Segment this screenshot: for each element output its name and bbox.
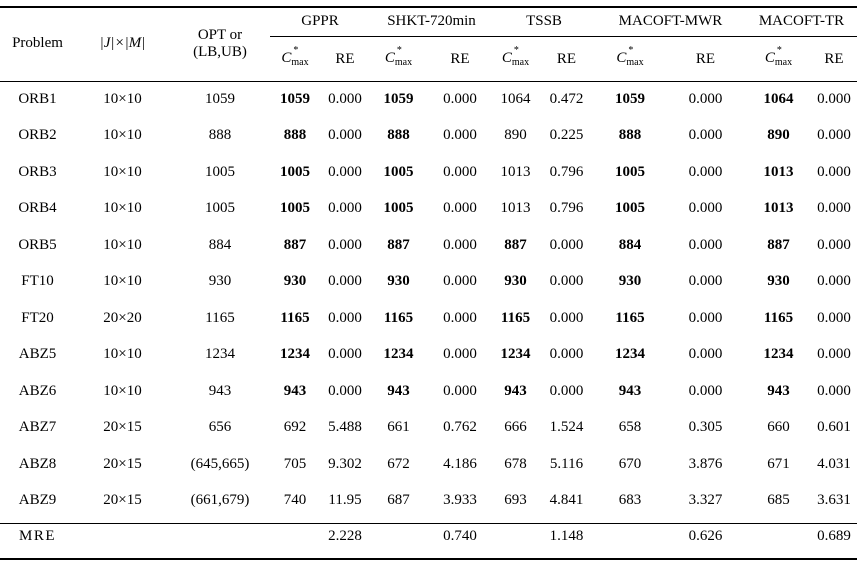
cell-cmax: 670 — [618, 455, 642, 472]
table-row — [0, 337, 857, 374]
cell-re: 0.000 — [328, 163, 362, 180]
cell-re: 0.000 — [443, 127, 477, 144]
cell-re: 0.000 — [443, 236, 477, 253]
table-row — [0, 410, 857, 447]
cell-cmax: 1064 — [763, 90, 794, 107]
sub-header-cmax — [595, 37, 665, 82]
cell-cmax: 884 — [618, 236, 642, 253]
cell-cmax: 1013 — [500, 200, 531, 217]
mre-label: MRE — [18, 528, 56, 544]
mre-row — [0, 519, 857, 554]
cell-re: 4.186 — [443, 455, 477, 472]
cell-cmax: 678 — [504, 455, 527, 472]
sub-header-re: RE — [335, 50, 355, 67]
cell-cmax: 1165 — [500, 309, 531, 326]
header-opt — [170, 6, 270, 81]
group-header-gppr: GPPR — [270, 6, 370, 37]
cell-cmax: 1005 — [615, 200, 645, 217]
cell-re: 0.796 — [549, 200, 584, 217]
cell-problem: ABZ7 — [18, 419, 57, 436]
cell-opt: 1234 — [205, 346, 235, 363]
cell-re: 0.000 — [549, 346, 584, 363]
cell-re: 0.000 — [688, 273, 723, 290]
cmax-base: C — [501, 50, 512, 66]
cell-re: 5.116 — [549, 455, 584, 472]
mre-value: 0.740 — [443, 528, 477, 544]
results-table — [0, 6, 857, 554]
cmax-superscript: * — [513, 45, 519, 56]
cell-cmax: 930 — [387, 273, 410, 290]
cell-cmax: 943 — [618, 382, 642, 399]
cell-cmax: 685 — [767, 492, 790, 509]
cell-cmax: 1059 — [615, 90, 645, 107]
table-row — [0, 227, 857, 264]
cmax-subscript: max — [774, 57, 793, 68]
cmax-superscript: * — [628, 45, 634, 56]
cell-cmax: 887 — [283, 236, 307, 253]
cell-size: 10×10 — [103, 273, 142, 290]
cell-cmax: 890 — [767, 127, 790, 144]
cell-re: 0.000 — [443, 163, 477, 180]
header-size: |J|×|M| — [99, 35, 146, 51]
cell-problem: ABZ9 — [18, 492, 57, 509]
cell-cmax: 888 — [387, 127, 410, 144]
cmax-superscript: * — [293, 45, 299, 56]
cell-cmax: 930 — [283, 273, 307, 290]
cell-cmax: 1005 — [280, 163, 310, 180]
cmax-base: C — [616, 50, 627, 66]
cell-cmax: 1234 — [500, 346, 531, 363]
cell-re: 0.000 — [328, 127, 362, 144]
cell-opt: 888 — [208, 127, 232, 144]
header-opt-line1: OPT or — [197, 26, 243, 43]
cell-re: 0.000 — [817, 346, 851, 363]
cell-opt: 1005 — [205, 163, 235, 180]
cell-cmax: 666 — [504, 419, 527, 436]
cell-cmax: 740 — [283, 492, 307, 509]
cell-problem: ORB2 — [18, 127, 57, 144]
cell-re: 0.000 — [688, 90, 723, 107]
cell-re: 0.000 — [688, 236, 723, 253]
cell-cmax: 671 — [767, 455, 790, 472]
group-header-macoft-mwr: MACOFT-MWR — [595, 6, 746, 37]
cell-re: 0.000 — [328, 90, 362, 107]
cell-re: 0.000 — [817, 273, 851, 290]
cmax-base: C — [764, 50, 775, 66]
cmax-subscript: max — [291, 57, 309, 68]
cell-cmax: 887 — [767, 236, 790, 253]
cell-re: 0.000 — [817, 90, 851, 107]
cell-opt: (645,665) — [190, 455, 250, 472]
cell-size: 20×20 — [103, 309, 142, 326]
cell-problem: ORB1 — [18, 90, 57, 107]
table-row — [0, 191, 857, 228]
cell-re: 0.000 — [443, 90, 477, 107]
cell-re: 0.000 — [443, 200, 477, 217]
cell-re: 3.876 — [688, 455, 723, 472]
header-rule — [0, 81, 857, 82]
cell-re: 9.302 — [328, 455, 362, 472]
cell-re: 0.000 — [443, 382, 477, 399]
cmax-base: C — [384, 50, 395, 66]
cell-re: 0.000 — [688, 200, 723, 217]
cell-cmax: 661 — [387, 419, 410, 436]
cell-re: 0.000 — [817, 127, 851, 144]
sub-header-re: RE — [695, 50, 716, 67]
cell-cmax: 672 — [387, 455, 410, 472]
cell-size: 10×10 — [103, 382, 142, 399]
cell-problem: ORB4 — [18, 200, 57, 217]
cell-opt: 1059 — [205, 90, 235, 107]
sub-header-cmax — [370, 37, 427, 82]
cell-size: 10×10 — [103, 346, 142, 363]
cmax-subscript: max — [511, 57, 530, 68]
cell-re: 0.000 — [688, 127, 723, 144]
cell-cmax: 888 — [618, 127, 642, 144]
group-header-tssb: TSSB — [493, 6, 595, 37]
cell-size: 20×15 — [103, 419, 142, 436]
table-row — [0, 483, 857, 520]
cell-re: 0.472 — [549, 90, 584, 107]
mre-value: 0.626 — [688, 528, 723, 544]
cell-cmax: 692 — [283, 419, 307, 436]
cell-opt: (661,679) — [190, 492, 250, 509]
cell-re: 0.000 — [688, 346, 723, 363]
cell-cmax: 660 — [767, 419, 790, 436]
sub-header-cmax — [746, 37, 811, 82]
cell-re: 0.305 — [688, 419, 723, 436]
cell-re: 0.000 — [549, 309, 584, 326]
cell-opt: 656 — [208, 419, 232, 436]
cell-re: 0.000 — [817, 236, 851, 253]
cell-size: 10×10 — [103, 163, 142, 180]
cell-re: 0.000 — [443, 309, 477, 326]
cell-opt: 943 — [208, 382, 232, 399]
cell-opt: 884 — [208, 236, 232, 253]
cell-cmax: 1064 — [500, 90, 531, 107]
cell-problem: ABZ8 — [18, 455, 57, 472]
cell-problem: FT10 — [21, 273, 54, 290]
cell-cmax: 1005 — [615, 163, 645, 180]
cmax-subscript: max — [394, 57, 413, 68]
table-row — [0, 154, 857, 191]
cell-cmax: 943 — [767, 382, 790, 399]
cell-cmax: 887 — [504, 236, 527, 253]
sub-header-cmax — [270, 37, 320, 82]
bottom-rule — [0, 558, 857, 560]
cell-re: 0.762 — [443, 419, 477, 436]
cell-cmax: 693 — [504, 492, 527, 509]
cell-problem: ABZ5 — [18, 346, 57, 363]
table-row — [0, 446, 857, 483]
sub-header-re: RE — [824, 50, 844, 67]
cell-cmax: 1005 — [383, 163, 414, 180]
cell-cmax: 1059 — [383, 90, 414, 107]
mre-value: 0.689 — [817, 528, 851, 544]
cell-re: 5.488 — [328, 419, 362, 436]
cell-cmax: 943 — [283, 382, 307, 399]
cell-cmax: 887 — [387, 236, 410, 253]
cell-cmax: 890 — [504, 127, 527, 144]
cell-problem: FT20 — [21, 309, 54, 326]
cell-re: 0.000 — [688, 163, 723, 180]
cell-cmax: 888 — [283, 127, 307, 144]
table-row — [0, 264, 857, 301]
cell-re: 1.524 — [549, 419, 584, 436]
mre-body — [0, 519, 857, 554]
mre-value: 2.228 — [328, 528, 362, 544]
cmax-base: C — [281, 50, 292, 66]
cell-size: 10×10 — [103, 236, 142, 253]
table-row — [0, 118, 857, 155]
cell-re: 0.000 — [328, 309, 362, 326]
table-row — [0, 373, 857, 410]
cell-cmax: 943 — [387, 382, 410, 399]
cell-opt: 1165 — [205, 309, 235, 326]
cell-re: 0.000 — [328, 346, 362, 363]
table-body — [0, 81, 857, 519]
header-problem: Problem — [12, 35, 63, 51]
sub-header-re: RE — [450, 50, 470, 67]
group-header-row — [0, 6, 857, 37]
cell-cmax: 930 — [504, 273, 527, 290]
cell-cmax: 1234 — [280, 346, 310, 363]
cell-size: 20×15 — [103, 455, 142, 472]
cell-re: 3.933 — [443, 492, 477, 509]
cell-re: 0.000 — [549, 236, 584, 253]
cell-re: 0.000 — [549, 273, 584, 290]
cell-opt: 930 — [208, 273, 232, 290]
cell-cmax: 1165 — [383, 309, 414, 326]
table-row — [0, 81, 857, 118]
cell-re: 4.031 — [817, 455, 851, 472]
cell-re: 0.000 — [328, 200, 362, 217]
sub-header-re: RE — [556, 50, 577, 67]
cell-size: 10×10 — [103, 127, 142, 144]
cell-cmax: 1165 — [280, 309, 310, 326]
cell-size: 20×15 — [103, 492, 142, 509]
header-opt-line2: (LB,UB) — [193, 43, 247, 60]
cell-re: 3.631 — [817, 492, 851, 509]
sub-header-cmax — [493, 37, 538, 82]
cell-cmax: 658 — [618, 419, 642, 436]
cell-cmax: 1005 — [280, 200, 310, 217]
cell-re: 0.796 — [549, 163, 584, 180]
cell-cmax: 1005 — [383, 200, 414, 217]
cell-cmax: 687 — [387, 492, 410, 509]
cell-cmax: 1165 — [763, 309, 794, 326]
cmax-superscript: * — [776, 45, 782, 56]
cell-re: 0.000 — [688, 382, 723, 399]
cell-cmax: 943 — [504, 382, 527, 399]
cell-size: 10×10 — [103, 200, 142, 217]
cell-cmax: 1013 — [500, 163, 531, 180]
cell-cmax: 1013 — [763, 200, 794, 217]
cell-re: 0.225 — [549, 127, 584, 144]
cell-re: 3.327 — [688, 492, 723, 509]
mre-value: 1.148 — [549, 528, 584, 544]
cell-cmax: 1234 — [763, 346, 794, 363]
cell-size: 10×10 — [103, 90, 142, 107]
cell-re: 0.000 — [328, 382, 362, 399]
cell-re: 0.000 — [817, 382, 851, 399]
cell-re: 0.601 — [817, 419, 851, 436]
cell-cmax: 1013 — [763, 163, 794, 180]
cmax-superscript: * — [396, 45, 402, 56]
cell-re: 0.000 — [688, 309, 723, 326]
cell-opt: 1005 — [205, 200, 235, 217]
table-row — [0, 300, 857, 337]
cell-re: 0.000 — [328, 236, 362, 253]
cell-cmax: 1234 — [383, 346, 414, 363]
cmax-subscript: max — [626, 57, 644, 68]
cell-cmax: 1165 — [615, 309, 645, 326]
cell-re: 0.000 — [443, 273, 477, 290]
cell-re: 0.000 — [328, 273, 362, 290]
cell-cmax: 1059 — [280, 90, 310, 107]
cell-re: 0.000 — [817, 200, 851, 217]
cell-re: 4.841 — [549, 492, 584, 509]
mre-rule — [0, 523, 857, 524]
cell-problem: ORB5 — [18, 236, 57, 253]
cell-problem: ORB3 — [18, 163, 57, 180]
cell-re: 0.000 — [817, 163, 851, 180]
cell-cmax: 1234 — [615, 346, 645, 363]
cell-cmax: 683 — [618, 492, 642, 509]
cell-re: 0.000 — [817, 309, 851, 326]
cell-re: 0.000 — [549, 382, 584, 399]
cell-problem: ABZ6 — [18, 382, 57, 399]
cell-re: 0.000 — [443, 346, 477, 363]
cell-cmax: 705 — [283, 455, 307, 472]
group-header-shkt: SHKT-720min — [370, 6, 493, 37]
group-header-macoft-tr: MACOFT-TR — [746, 6, 857, 37]
cell-re: 11.95 — [328, 492, 362, 509]
cell-cmax: 930 — [767, 273, 790, 290]
cell-cmax: 930 — [618, 273, 642, 290]
